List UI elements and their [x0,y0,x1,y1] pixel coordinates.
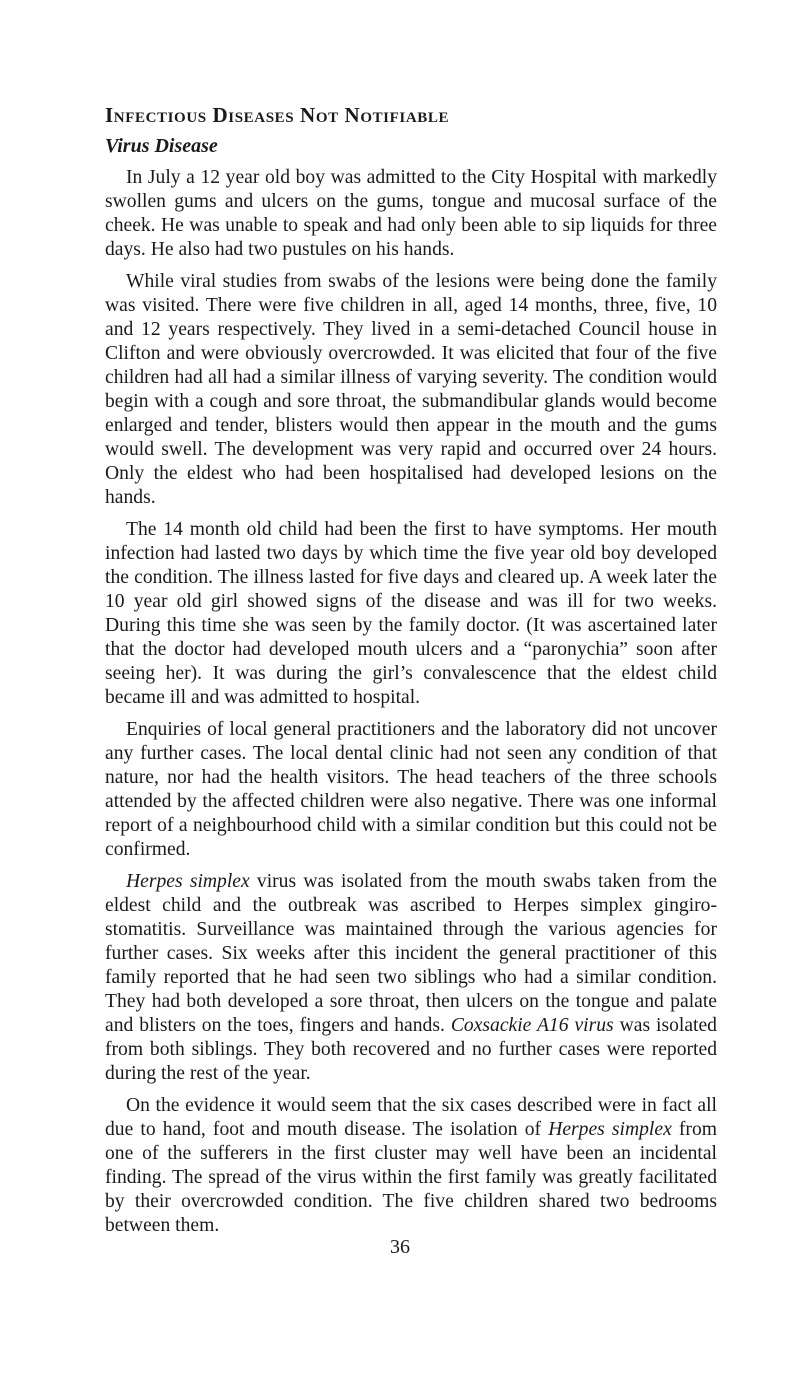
paragraph-2 [105,270,717,510]
paragraph-text: In July a 12 year old boy was admitted to the City Hospital with markedly swollen gums and ulcers on the gums, tongue and mucosal surface of the cheek. He was unable to speak and had only been able to sip liquids for three days. He also had two pustules on his hands. [105,167,717,260]
page-number: 36 [390,1236,410,1258]
paragraph-5 [105,870,717,1086]
paragraph-3 [105,518,717,710]
document-page [105,102,717,1246]
paragraph-text: from one of the sufferers in the first cluster may well have been an incidental finding. The spread of the virus within the first family was greatly facilitated by their overcrowded condition. The five children shared two bedrooms between them. [105,1119,717,1236]
organism-name: Coxsackie A16 virus [450,1015,614,1036]
paragraph-text: Enquiries of local general practitioners and the laboratory did not uncover any further cases. The local dental clinic had not seen any condition of that nature, nor had the health visitors. The head teachers of the three schools attended by the affected children were also negative. There was one informal report of a neighbourhood child with a similar condition but this could not be confirmed. [105,719,717,860]
paragraph-4 [105,718,717,862]
paragraph-1 [105,166,717,262]
paragraph-text: virus was isolated from the mouth swabs taken from the eldest child and the outbreak was ascribed to Herpes simplex gingiro-stomatitis. Surveillance was maintained through the various agencies for further cases. Six weeks after this incident the general practitioner of this family reported that he had seen two siblings who had a similar condition. They had both developed a sore throat, then ulcers on the tongue and palate and blisters on the toes, fingers and hands. [105,871,717,1036]
organism-name: Herpes simplex [126,871,250,892]
paragraph-text: was isolated from both siblings. They both recovered and no further cases were reported during the rest of the year. [105,1015,717,1084]
section-heading: Infectious Diseases Not Notifiable [105,103,450,127]
paragraph-6 [105,1094,717,1238]
paragraph-text: The 14 month old child had been the first to have symptoms. Her mouth infection had lasted two days by which time the five year old boy developed the condition. The illness lasted for five days and cleared up. A week later the 10 year old girl showed signs of the disease and was ill for two weeks. During this time she was seen by the family doctor. (It was ascertained later that the doctor had developed mouth ulcers and a “paronychia” soon after seeing her). It was during the girl’s convalescence that the eldest child became ill and was admitted to hospital. [105,519,717,708]
paragraph-text: While viral studies from swabs of the lesions were being done the family was visited. There were five children in all, aged 14 months, three, five, 10 and 12 years respectively. They lived in a semi-detached Council house in Clifton and were obviously overcrowded. It was elicited that four of the five children had all had a similar illness of varying severity. The condition would begin with a cough and sore throat, the submandibular glands would become enlarged and tender, blisters would then appear in the mouth and the gums would swell. The development was very rapid and occurred over 24 hours. Only the eldest who had been hospitalised had developed lesions on the hands. [105,271,717,508]
subsection-heading: Virus Disease [105,135,218,157]
paragraph-text: On the evidence it would seem that the six cases described were in fact all due to hand, foot and mouth disease. The isolation of [105,1095,717,1140]
organism-name: Herpes simplex [548,1119,672,1140]
